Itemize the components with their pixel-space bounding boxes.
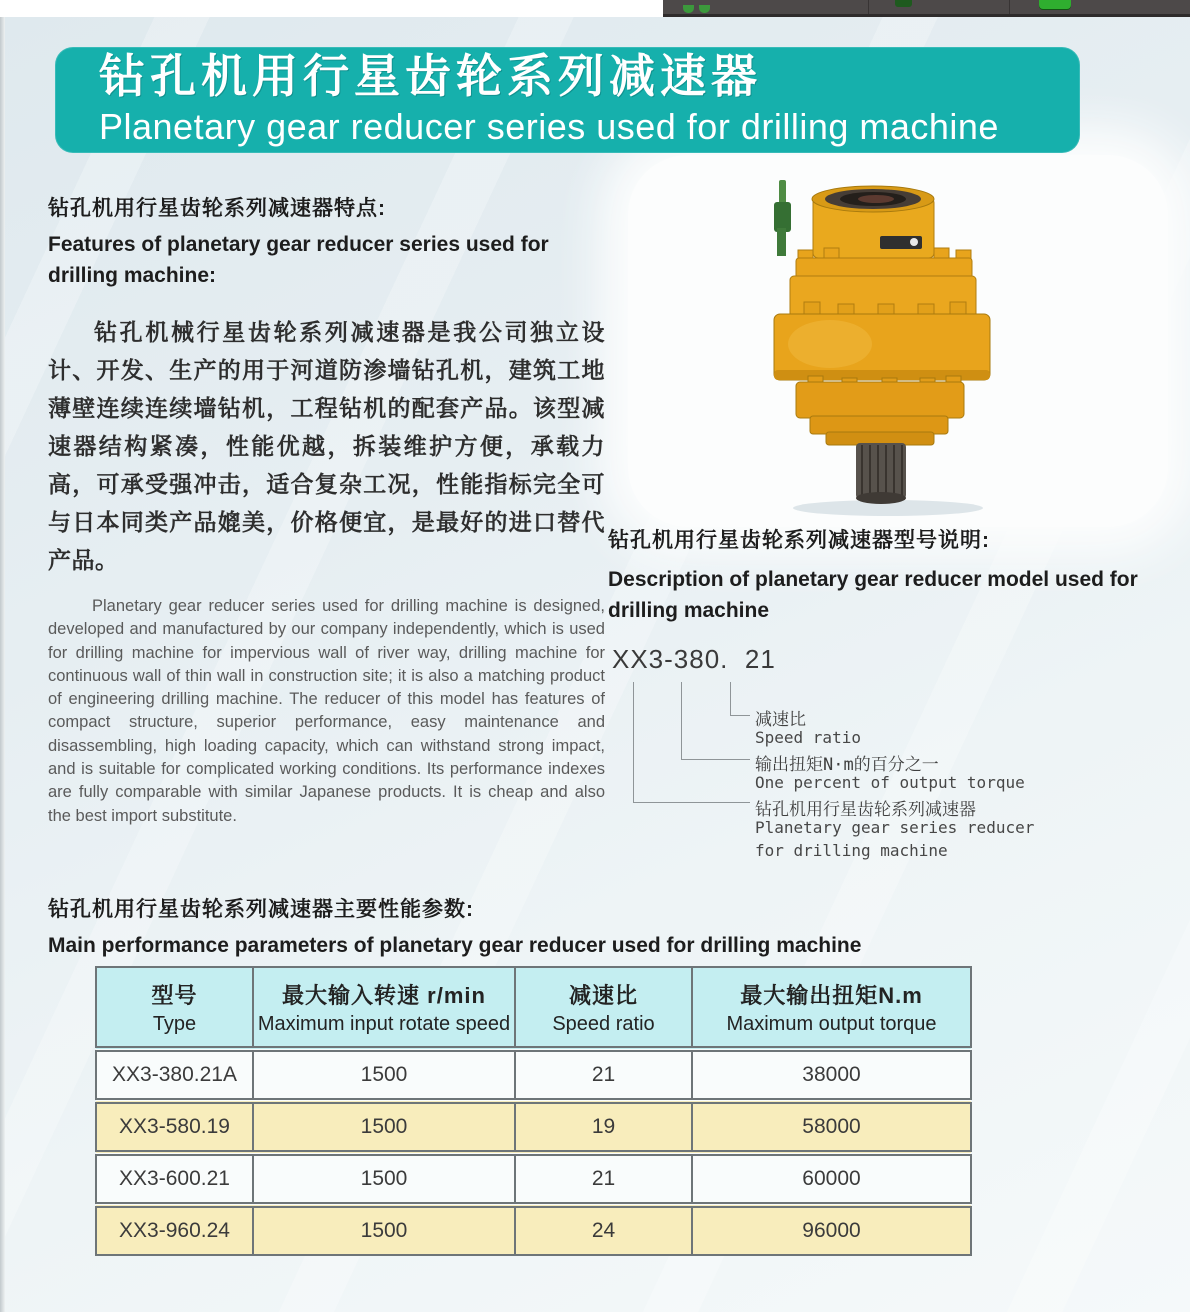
table-row [96,1049,971,1101]
legend-speed-ratio-zh: 减速比 [755,710,806,730]
model-description-section [608,524,1186,884]
legend-series-en-line2: for drilling machine [755,841,948,860]
cell-model: XX3-960.24 [96,1205,253,1255]
legend-series-en-line1: Planetary gear series reducer [755,818,1035,837]
legend-output-torque-zh: 输出扭矩N·m的百分之一 [755,755,939,775]
cell-input-speed: 1500 [253,1049,515,1101]
col-header-output-torque: 最大输出扭矩N.m Maximum output torque [692,967,971,1049]
toolbar-icon-fragment-1[interactable] [683,0,717,8]
col-header-speed-ratio: 减速比 Speed ratio [515,967,692,1049]
title-banner [55,47,1080,153]
leader-line [633,802,750,803]
model-code: XX3-380. 21 [612,644,776,674]
cell-output-torque: 58000 [692,1101,971,1153]
toolbar-divider [868,0,869,14]
cell-model: XX3-380.21A [96,1049,253,1101]
cell-speed-ratio: 21 [515,1049,692,1101]
cell-speed-ratio: 19 [515,1101,692,1153]
leader-line [681,759,750,760]
features-paragraph-en: Planetary gear reducer series used for drilling machine is designed, developed and manufactured by our company independently, which is used for drilling machine for impervious wall of river way, drilling machine for continuous wall of thin wall in construction site; it is also a matching product of engineering drilling machine. The reducer of this model has features of compact structure, superior performance, easy maintenance and disassembling, high loading capacity, which can withstand strong impact, and is suitable for complicated working conditions. Its performance indexes are fully comparable with similar Japanese products. It is cheap and also the best import substitute. [48,597,605,825]
cell-model: XX3-580.19 [96,1101,253,1153]
leader-line [730,682,731,715]
cell-output-torque: 38000 [692,1049,971,1101]
cell-input-speed: 1500 [253,1153,515,1205]
cell-model: XX3-600.21 [96,1153,253,1205]
page-title-en: Planetary gear reducer series used for drilling machine [99,106,999,147]
features-paragraph-zh: 钻孔机械行星齿轮系列减速器是我公司独立设计、开发、生产的用于河道防渗墙钻孔机，建筑工地薄壁连续连续墙钻机，工程钻机的配套产品。该型减速器结构紧凑，性能优越，拆装维护方便，承载力高，可承受强冲击，适合复杂工况，性能指标完全可与日本同类产品媲美，价格便宜，是最好的进口替代产品。 [48,319,605,573]
toolbar-icon-fragment-2[interactable] [895,0,912,7]
features-section [48,192,605,828]
cell-speed-ratio: 24 [515,1205,692,1255]
cell-speed-ratio: 21 [515,1153,692,1205]
planetary-gear-reducer-photo [738,168,1063,520]
leader-line [681,682,682,759]
features-heading-zh: 钻孔机用行星齿轮系列减速器特点: [48,197,386,220]
table-row [96,1101,971,1153]
table-row [96,1153,971,1205]
page-title-zh: 钻孔机用行星齿轮系列减速器 [99,50,762,102]
parameters-heading-en: Main performance parameters of planetary gear reducer used for drilling machine [48,934,862,957]
table-row [96,1205,971,1255]
cropped-toolbar [663,0,1190,17]
cell-output-torque: 60000 [692,1153,971,1205]
toolbar-divider [1009,0,1010,14]
legend-output-torque-en: One percent of output torque [755,773,1025,792]
legend-series-zh: 钻孔机用行星齿轮系列减速器 [755,800,976,820]
col-header-type: 型号 Type [96,967,253,1049]
cell-input-speed: 1500 [253,1205,515,1255]
table-header-row [96,967,971,1049]
col-header-input-speed: 最大输入转速 r/min Maximum input rotate speed [253,967,515,1049]
parameters-table [95,966,972,1256]
leader-line [730,715,750,716]
page-left-edge [0,17,5,1312]
cell-input-speed: 1500 [253,1101,515,1153]
features-heading-en: Features of planetary gear reducer series used for drilling machine: [48,233,549,287]
parameters-heading-zh: 钻孔机用行星齿轮系列减速器主要性能参数: [48,898,474,921]
model-heading-en: Description of planetary gear reducer model used for drilling machine [608,568,1138,622]
parameters-heading [48,893,948,961]
toolbar-icon-fragment-3[interactable] [1039,0,1071,9]
legend-speed-ratio-en: Speed ratio [755,728,861,747]
leader-line [633,682,634,802]
model-code-legend-diagram [608,676,1186,876]
cell-output-torque: 96000 [692,1205,971,1255]
model-heading-zh: 钻孔机用行星齿轮系列减速器型号说明: [608,529,990,552]
